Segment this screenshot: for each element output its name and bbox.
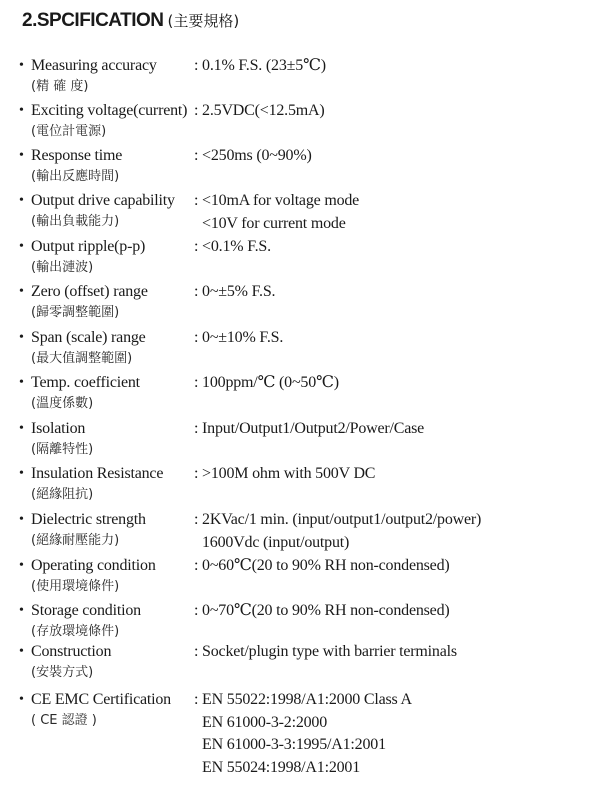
spec-name: Zero (offset) range xyxy=(31,283,148,300)
spec-value: : <0.1% F.S. xyxy=(194,238,271,255)
spec-name-chinese: ( CE 認證 ) xyxy=(31,713,97,728)
spec-value: : 2KVac/1 min. (input/output1/output2/power) xyxy=(194,511,482,528)
spec-name-chinese: (電位計電源) xyxy=(31,124,107,139)
bullet-icon: • xyxy=(19,58,24,73)
bullet-icon: • xyxy=(19,644,24,659)
bullet-icon: • xyxy=(19,330,24,345)
bullet-icon: • xyxy=(19,603,24,618)
bullet-icon: • xyxy=(19,466,24,481)
spec-values xyxy=(194,509,481,554)
spec-value: : 0~70℃(20 to 90% RH non-condensed) xyxy=(194,602,450,619)
spec-value: : 0~±5% F.S. xyxy=(194,283,276,300)
spec-name-chinese: (輸出漣波) xyxy=(31,260,94,275)
spec-values xyxy=(194,418,424,441)
spec-value: <10V for current mode xyxy=(202,214,346,232)
spec-name-chinese: (輸出反應時間) xyxy=(31,169,120,184)
spec-value: : Input/Output1/Output2/Power/Case xyxy=(194,420,425,437)
spec-value: : >100M ohm with 500V DC xyxy=(194,465,376,482)
section-title xyxy=(22,10,239,32)
spec-values xyxy=(194,555,450,578)
section-title-text: 2.SPCIFICATION xyxy=(22,10,164,31)
bullet-icon: • xyxy=(19,193,24,208)
spec-values xyxy=(194,463,375,486)
spec-name: Storage condition xyxy=(31,602,141,619)
spec-name: Response time xyxy=(31,147,123,164)
spec-values xyxy=(194,689,412,779)
spec-name: Dielectric strength xyxy=(31,511,146,528)
spec-value: : 0~±10% F.S. xyxy=(194,329,284,346)
spec-name: Output drive capability xyxy=(31,192,175,209)
spec-name: Temp. coefficient xyxy=(31,374,140,391)
spec-name-chinese: (存放環境條件) xyxy=(31,624,120,639)
spec-name: Insulation Resistance xyxy=(31,465,164,482)
spec-name-chinese: (精 確 度) xyxy=(31,79,89,94)
spec-name-chinese: (絕緣耐壓能力) xyxy=(31,533,120,548)
spec-name: Isolation xyxy=(31,420,86,437)
spec-values xyxy=(194,190,359,235)
spec-value: EN 61000-3-3:1995/A1:2001 xyxy=(202,736,386,753)
spec-value: : 2.5VDC(<12.5mA) xyxy=(194,102,325,119)
spec-name-chinese: (輸出負載能力) xyxy=(31,214,120,229)
spec-name-chinese: (最大值調整範圍) xyxy=(31,351,133,366)
spec-name-chinese: (使用環境條件) xyxy=(31,579,120,594)
spec-value: : Socket/plugin type with barrier terminals xyxy=(194,643,457,660)
spec-name-chinese: (隔離特性) xyxy=(31,442,94,457)
spec-name: CE EMC Certification xyxy=(31,691,171,708)
spec-values xyxy=(194,372,339,395)
spec-name-chinese: (安裝方式) xyxy=(31,665,94,680)
spec-value: EN 55024:1998/A1:2001 xyxy=(202,758,361,776)
section-title-chinese: (主要規格) xyxy=(167,12,240,30)
spec-name-chinese: (絕緣阻抗) xyxy=(31,487,94,502)
spec-values xyxy=(194,281,275,304)
spec-values xyxy=(194,327,283,350)
spec-name-chinese: (歸零調整範圍) xyxy=(31,305,120,320)
spec-value: EN 61000-3-2:2000 xyxy=(202,713,328,731)
bullet-icon: • xyxy=(19,148,24,163)
bullet-icon: • xyxy=(19,375,24,390)
spec-name: Output ripple(p-p) xyxy=(31,238,146,255)
spec-value: : <10mA for voltage mode xyxy=(194,192,360,209)
spec-values xyxy=(194,236,271,259)
spec-name: Construction xyxy=(31,643,112,660)
spec-values xyxy=(194,55,326,78)
spec-value: : 0~60℃(20 to 90% RH non-condensed) xyxy=(194,557,450,574)
spec-values xyxy=(194,145,312,168)
spec-value: 1600Vdc (input/output) xyxy=(202,533,350,551)
bullet-icon: • xyxy=(19,692,24,707)
spec-value: : 0.1% F.S. (23±5℃) xyxy=(194,57,326,74)
bullet-icon: • xyxy=(19,512,24,527)
bullet-icon: • xyxy=(19,284,24,299)
spec-name: Exciting voltage(current) xyxy=(31,102,188,119)
bullet-icon: • xyxy=(19,103,24,118)
spec-name: Span (scale) range xyxy=(31,329,146,346)
spec-value: : 100ppm/℃ (0~50℃) xyxy=(194,374,339,391)
spec-values xyxy=(194,641,457,664)
spec-value: : EN 55022:1998/A1:2000 Class A xyxy=(194,691,412,708)
spec-value: : <250ms (0~90%) xyxy=(194,147,312,164)
spec-name: Measuring accuracy xyxy=(31,57,157,74)
spec-name: Operating condition xyxy=(31,557,156,574)
bullet-icon: • xyxy=(19,421,24,436)
bullet-icon: • xyxy=(19,239,24,254)
bullet-icon: • xyxy=(19,558,24,573)
spec-values xyxy=(194,600,450,623)
spec-name-chinese: (溫度係數) xyxy=(31,396,94,411)
spec-values xyxy=(194,100,325,123)
